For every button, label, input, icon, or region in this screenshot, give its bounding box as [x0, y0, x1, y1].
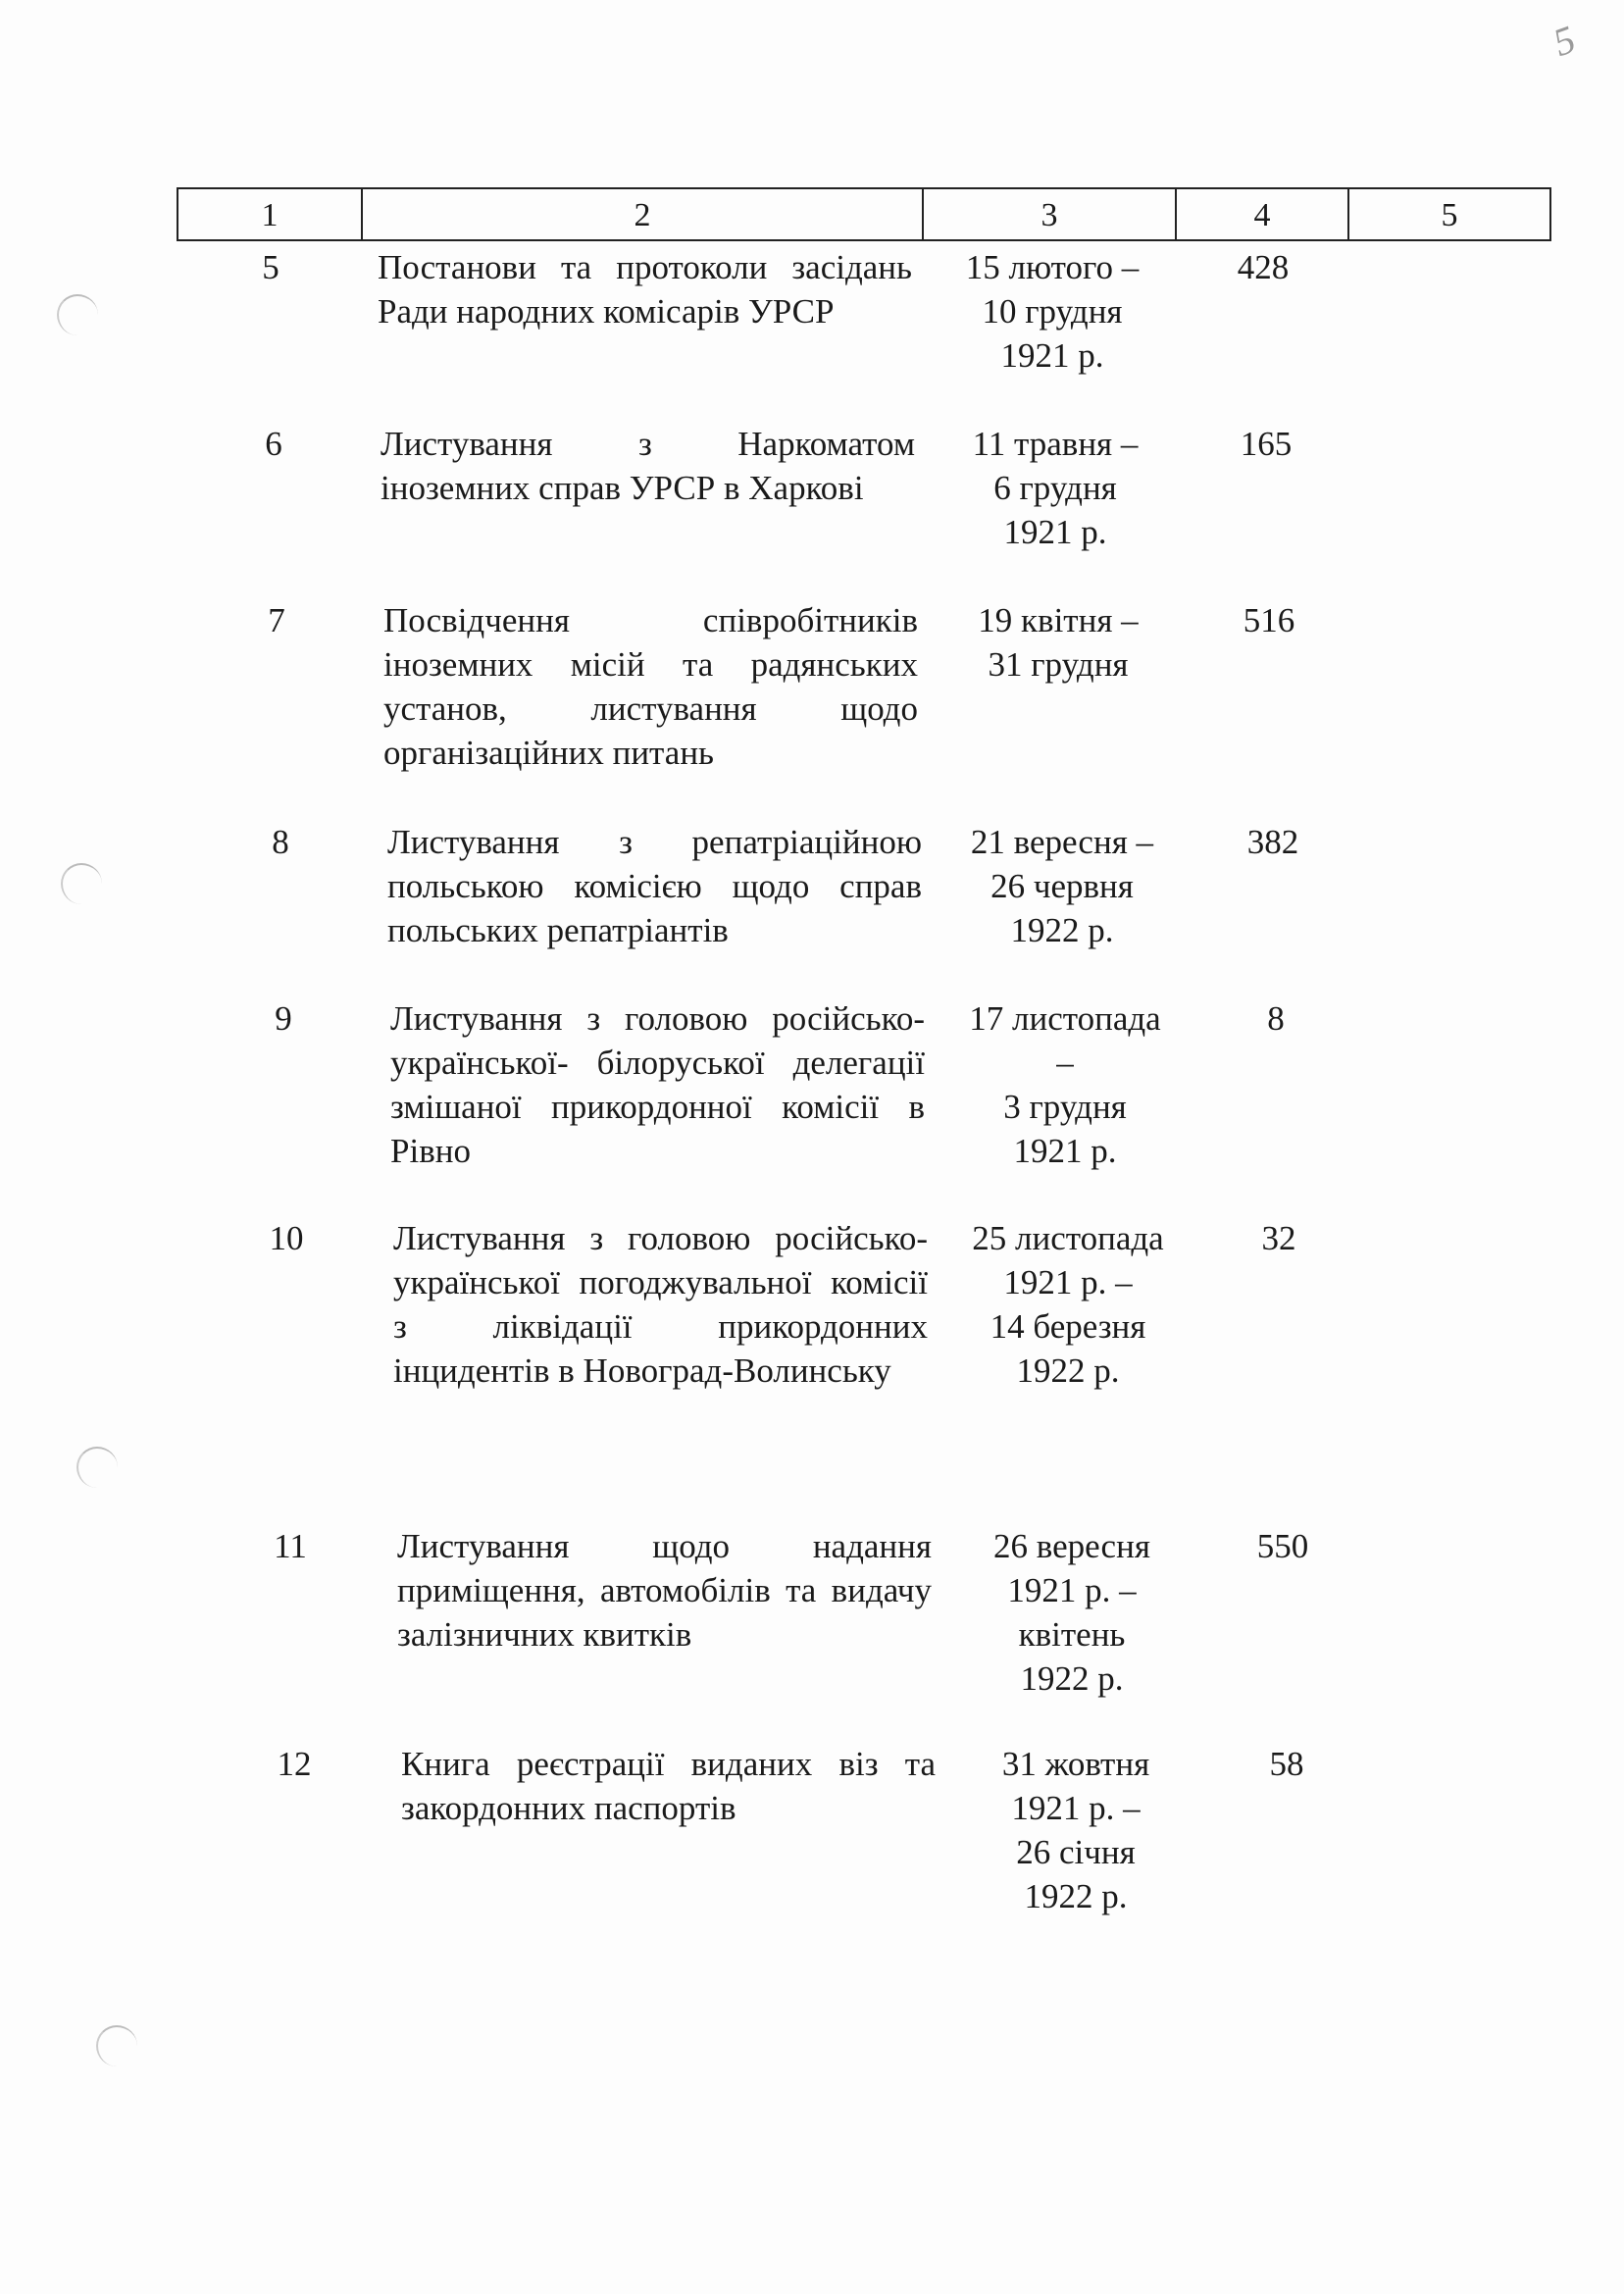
header-col-4: 4: [1177, 189, 1349, 239]
item-dates: [944, 820, 1180, 952]
date-line: 1921 р.: [1003, 513, 1107, 551]
date-line: 14 березня: [990, 1307, 1146, 1346]
item-dates: [954, 1524, 1190, 1701]
punch-hole-mark: [61, 863, 102, 904]
item-title: Листування з Наркоматом іноземних справ УРСР в Харкові: [381, 425, 915, 507]
date-line: 11 травня –: [972, 425, 1139, 463]
item-title: Листування з головою російсько-української- білоруської делегації змішаної прикордонної комісії в Рівно: [390, 999, 925, 1170]
item-number: 6: [265, 425, 282, 463]
item-title: Листування щодо надання приміщення, автомобілів та видачу залізничних квитків: [397, 1527, 932, 1654]
date-line: 31 грудня: [988, 645, 1129, 684]
header-col-3: 3: [924, 189, 1177, 239]
date-line: 19 квітня –: [978, 601, 1139, 639]
item-title: Листування з головою російсько-української погоджувальної комісії з ліквідації прикордонних інцидентів в Новоград-Волинську: [393, 1219, 928, 1390]
date-line: 1921 р.: [1000, 336, 1104, 375]
date-line: 1921 р. –: [1011, 1789, 1141, 1827]
header-col-5: 5: [1441, 197, 1458, 233]
item-number: 10: [269, 1219, 304, 1257]
item-dates: [935, 245, 1170, 378]
item-title: Книга реєстрації виданих віз та закордонних паспортів: [401, 1745, 936, 1827]
date-line: 1921 р. –: [1007, 1571, 1137, 1609]
punch-hole-mark: [76, 1447, 118, 1488]
item-sheet-count: 8: [1267, 999, 1285, 1038]
table-header: [177, 187, 1551, 241]
date-line: квітень: [1018, 1615, 1126, 1654]
punch-hole-mark: [57, 294, 98, 335]
item-sheet-count: 428: [1237, 248, 1290, 286]
item-sheet-count: 382: [1246, 823, 1299, 861]
date-line: 21 вересня –: [970, 823, 1154, 861]
item-dates: [938, 422, 1173, 554]
date-line: 1922 р.: [1020, 1659, 1124, 1698]
date-line: 26 вересня: [993, 1527, 1150, 1565]
date-line: 26 січня: [1016, 1833, 1136, 1871]
item-sheet-count: 32: [1261, 1219, 1296, 1257]
item-dates: [950, 1216, 1186, 1393]
item-number: 5: [262, 248, 279, 286]
item-title: Листування з репатріаційною польською комісією щодо справ польських репатріантів: [387, 823, 922, 949]
date-line: 1921 р.: [1013, 1132, 1117, 1170]
item-title: Постанови та протоколи засідань Ради народних комісарів УРСР: [378, 248, 912, 331]
item-title: Посвідчення співробітників іноземних місій та радянських установ, листування щодо організаційних питань: [383, 601, 918, 772]
date-line: 6 грудня: [993, 469, 1117, 507]
date-line: 1921 р. –: [1003, 1263, 1133, 1301]
date-line: 10 грудня: [982, 292, 1123, 331]
date-line: 17 листопада: [969, 999, 1161, 1038]
item-sheet-count: 58: [1269, 1745, 1304, 1783]
date-line: 26 червня: [990, 867, 1134, 905]
page-number: 5: [1547, 16, 1582, 66]
date-line: 15 лютого –: [965, 248, 1140, 286]
date-line: 1922 р.: [1024, 1877, 1128, 1915]
header-col-1: 1: [178, 189, 363, 239]
date-line: 25 листопада: [972, 1219, 1164, 1257]
item-number: 7: [268, 601, 285, 639]
item-sheet-count: 516: [1243, 601, 1295, 639]
item-dates: [940, 598, 1176, 687]
item-number: 9: [275, 999, 292, 1038]
date-line: 31 жовтня: [1001, 1745, 1150, 1783]
item-sheet-count: 165: [1240, 425, 1293, 463]
punch-hole-mark: [96, 2025, 137, 2066]
date-line: 1922 р.: [1010, 911, 1114, 949]
date-line: 3 грудня: [1003, 1088, 1127, 1126]
item-dates: [958, 1742, 1193, 1918]
item-dates: [947, 996, 1183, 1173]
date-line: –: [1056, 1044, 1074, 1082]
header-col-2: 2: [363, 189, 924, 239]
item-sheet-count: 550: [1256, 1527, 1309, 1565]
item-number: 8: [272, 823, 289, 861]
date-line: 1922 р.: [1016, 1351, 1120, 1390]
item-number: 11: [274, 1527, 307, 1565]
item-number: 12: [277, 1745, 312, 1783]
